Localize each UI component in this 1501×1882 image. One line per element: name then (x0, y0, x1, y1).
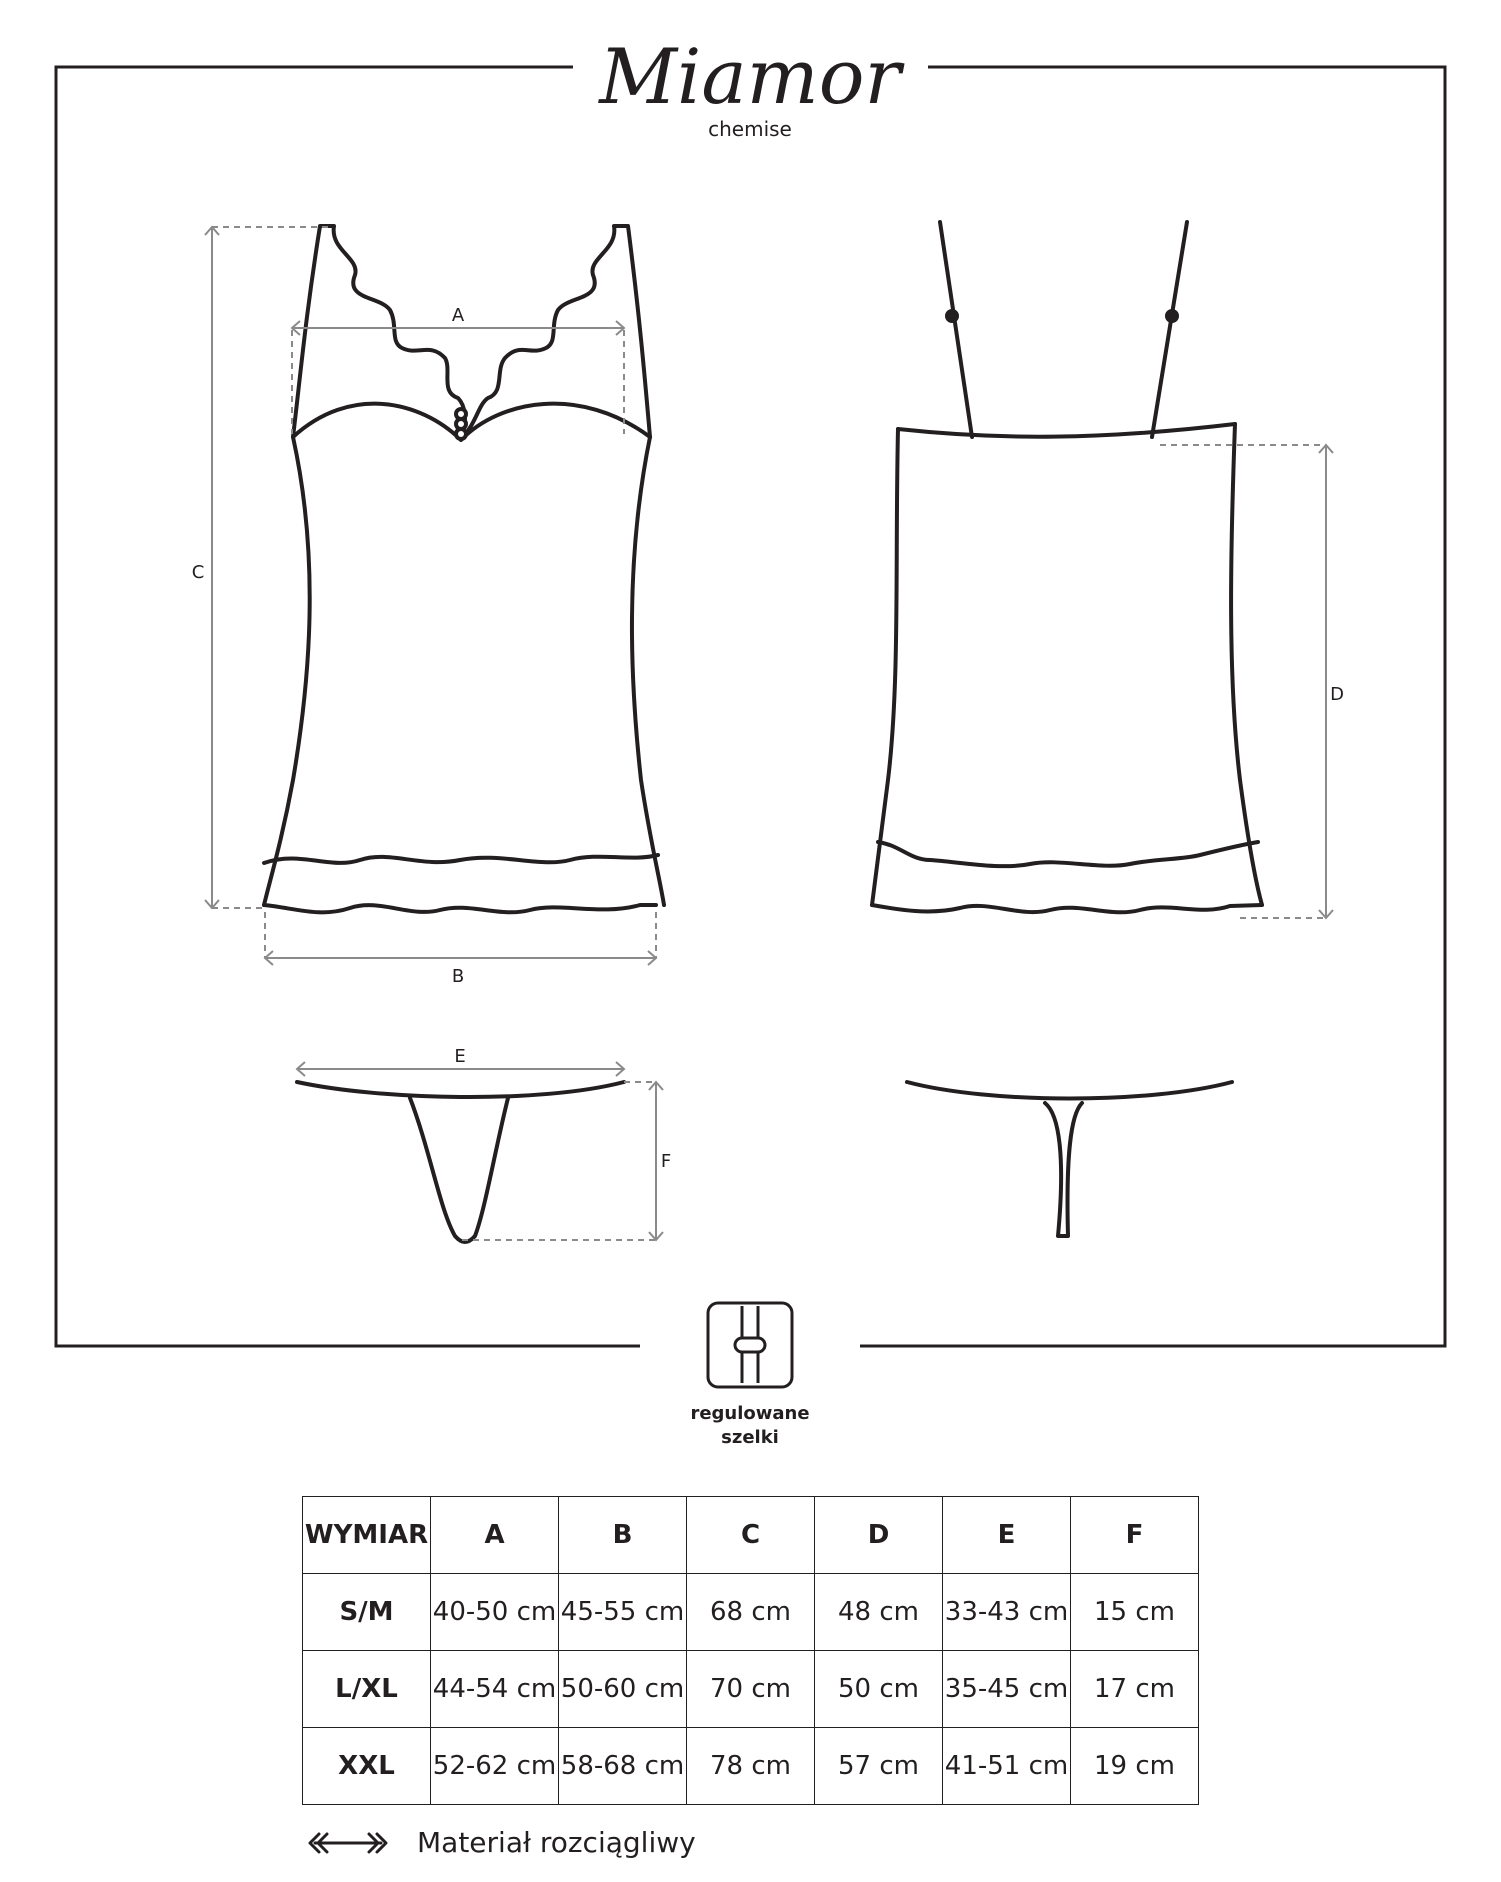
header-e: E (943, 1497, 1071, 1574)
feature-label (650, 1402, 850, 1450)
size-label: S/M (303, 1574, 431, 1651)
header-d: D (815, 1497, 943, 1574)
brand-subtitle: chemise (708, 117, 792, 141)
dimension-label-a: A (451, 305, 465, 326)
table-cell: 35-45 cm (943, 1651, 1071, 1728)
dimension-label-c: C (191, 562, 205, 583)
table-cell: 19 cm (1071, 1728, 1199, 1805)
table-cell: 15 cm (1071, 1574, 1199, 1651)
frame (56, 67, 1445, 1346)
table-cell: 17 cm (1071, 1651, 1199, 1728)
table-row (303, 1728, 1199, 1805)
dimension-label-f: F (660, 1151, 672, 1172)
header-f: F (1071, 1497, 1199, 1574)
header-b: B (559, 1497, 687, 1574)
table-row (303, 1651, 1199, 1728)
header-wymiar: WYMIAR (303, 1497, 431, 1574)
table-cell: 68 cm (687, 1574, 815, 1651)
adjustable-strap-icon (708, 1303, 792, 1387)
table-cell: 50 cm (815, 1651, 943, 1728)
legend (305, 1826, 696, 1859)
size-label: XXL (303, 1728, 431, 1805)
table-cell: 52-62 cm (431, 1728, 559, 1805)
table-row (303, 1574, 1199, 1651)
front-measurements (205, 227, 656, 965)
front-buttons (456, 409, 466, 439)
chemise-back-outline (872, 222, 1262, 912)
table-cell: 58-68 cm (559, 1728, 687, 1805)
table-cell: 41-51 cm (943, 1728, 1071, 1805)
dimension-label-d: D (1330, 684, 1344, 705)
size-table (302, 1496, 1199, 1805)
dimension-label-e: E (454, 1046, 466, 1067)
table-cell: 44-54 cm (431, 1651, 559, 1728)
thong-front-outline (297, 1082, 624, 1242)
brand-logo: Miamor (599, 32, 901, 121)
stretch-arrows-icon (305, 1830, 391, 1856)
table-cell: 70 cm (687, 1651, 815, 1728)
table-cell: 45-55 cm (559, 1574, 687, 1651)
thong-back-outline (907, 1082, 1232, 1236)
table-cell: 78 cm (687, 1728, 815, 1805)
table-cell: 40-50 cm (431, 1574, 559, 1651)
table-cell: 50-60 cm (559, 1651, 687, 1728)
header-a: A (431, 1497, 559, 1574)
size-table-header-row (303, 1497, 1199, 1574)
dimension-label-b: B (451, 966, 465, 987)
feature-label-line1: regulowane (690, 1403, 810, 1424)
table-cell: 57 cm (815, 1728, 943, 1805)
legend-text: Materiał rozciągliwy (417, 1826, 696, 1859)
back-measurements (1160, 445, 1333, 918)
size-label: L/XL (303, 1651, 431, 1728)
table-cell: 48 cm (815, 1574, 943, 1651)
feature-label-line2: szelki (721, 1427, 779, 1448)
table-cell: 33-43 cm (943, 1574, 1071, 1651)
header-c: C (687, 1497, 815, 1574)
